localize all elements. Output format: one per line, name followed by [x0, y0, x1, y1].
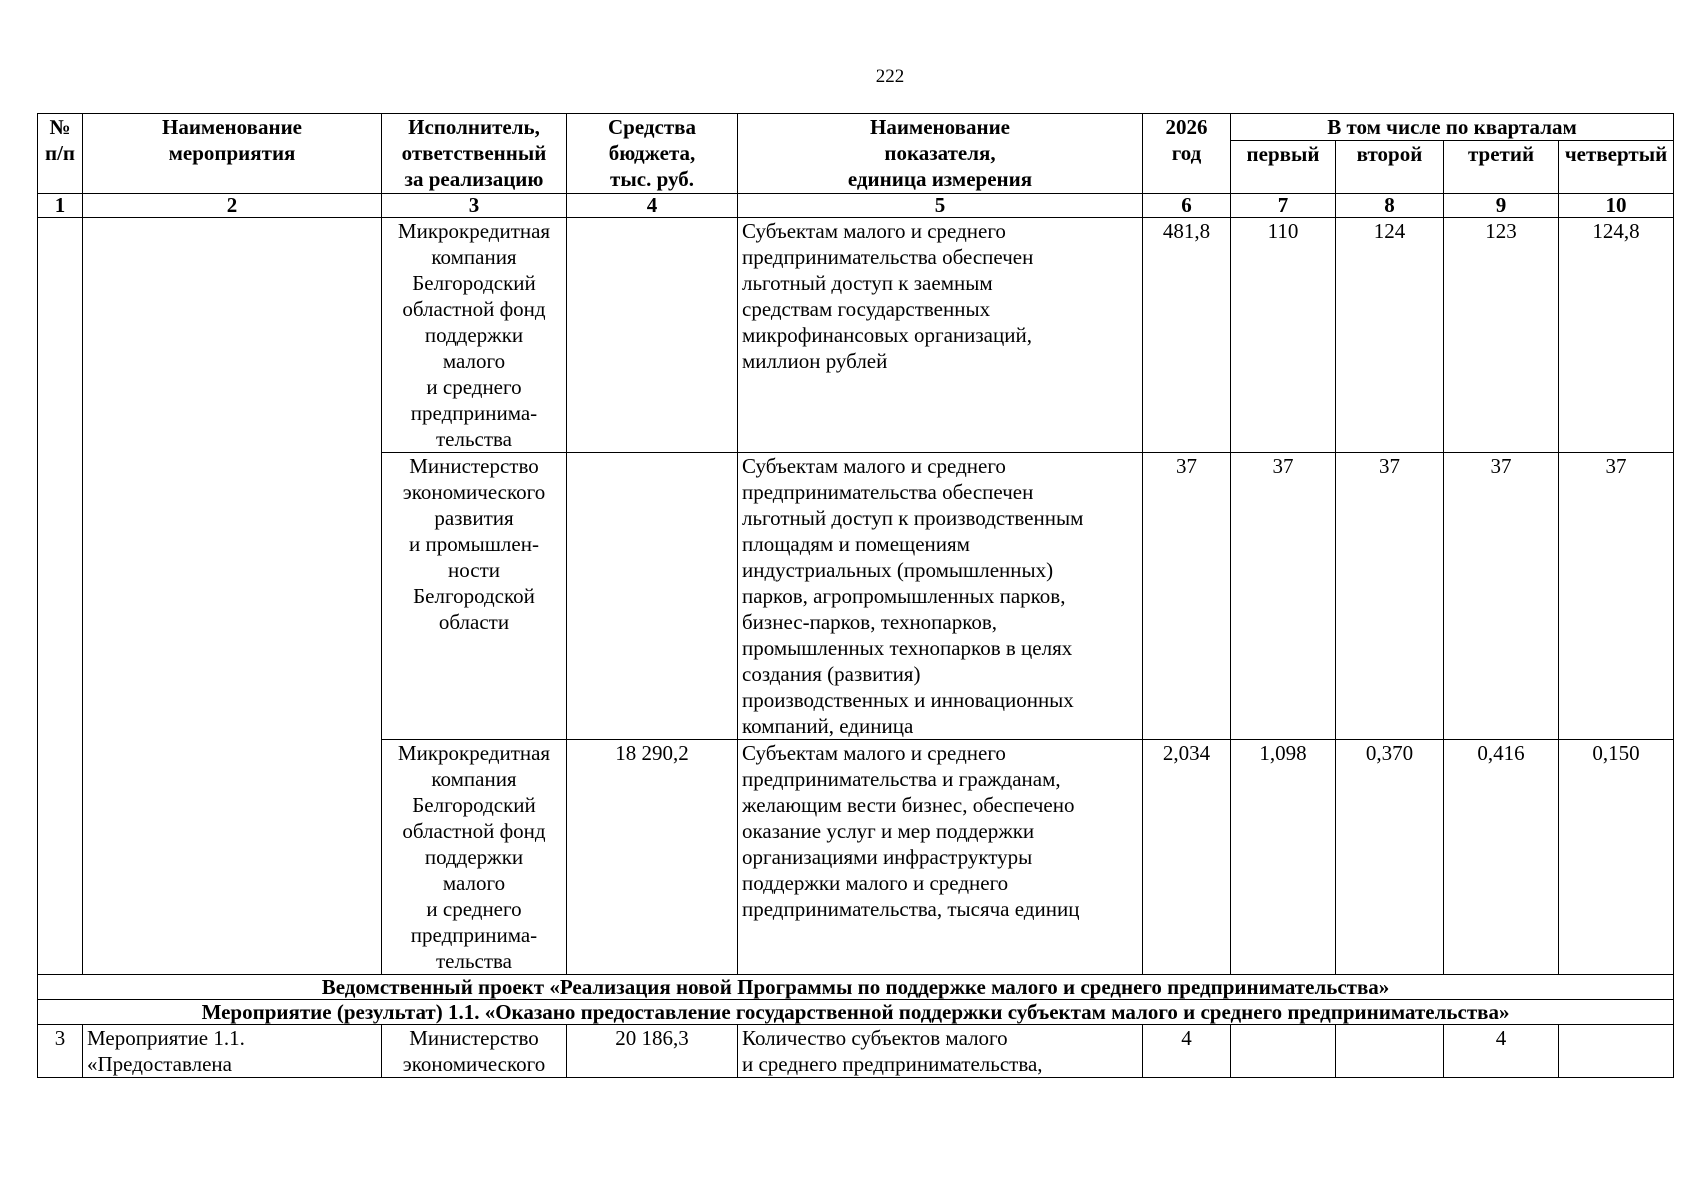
cell-q3: 0,416: [1444, 740, 1559, 975]
cell-budget: [567, 453, 738, 740]
colnum-8: 8: [1336, 194, 1444, 218]
header-executor: Исполнитель, ответственный за реализацию: [382, 114, 567, 194]
cell-q4: 37: [1559, 453, 1674, 740]
cell-q3: 37: [1444, 453, 1559, 740]
cell-q2: 0,370: [1336, 740, 1444, 975]
header-measure-name: Наименование мероприятия: [83, 114, 382, 194]
header-q3: третий: [1444, 141, 1559, 194]
cell-q1: 37: [1231, 453, 1336, 740]
cell-indicator: Количество субъектов малого и среднего предпринимательства,: [738, 1025, 1143, 1078]
header-q2: второй: [1336, 141, 1444, 194]
cell-year: 2,034: [1143, 740, 1231, 975]
cell-executor: Министерство экономического развития и промышлен- ности Белгородской области: [382, 453, 567, 740]
header-q4: четвертый: [1559, 141, 1674, 194]
cell-executor: Микрокредитная компания Белгородский областной фонд поддержки малого и среднего предпринима- тельства: [382, 740, 567, 975]
cell-budget: 18 290,2: [567, 740, 738, 975]
cell-indicator: Субъектам малого и среднего предпринимательства и гражданам, желающим вести бизнес, обеспечено оказание услуг и мер поддержки организациями инфраструктуры поддержки малого и среднего предпринимательства, тысяча единиц: [738, 740, 1143, 975]
header-budget: Средства бюджета, тыс. руб.: [567, 114, 738, 194]
cell-executor: Министерство экономического: [382, 1025, 567, 1078]
colnum-6: 6: [1143, 194, 1231, 218]
header-q1: первый: [1231, 141, 1336, 194]
cell-q1: 110: [1231, 218, 1336, 453]
cell-indicator: Субъектам малого и среднего предпринимательства обеспечен льготный доступ к заемным средствам государственных микрофинансовых организаций, миллион рублей: [738, 218, 1143, 453]
cell-q1: 1,098: [1231, 740, 1336, 975]
colnum-9: 9: [1444, 194, 1559, 218]
cell-q2: [1336, 1025, 1444, 1078]
cell-budget: 20 186,3: [567, 1025, 738, 1078]
page-number: 222: [875, 66, 905, 87]
colnum-5: 5: [738, 194, 1143, 218]
header-number: № п/п: [38, 114, 83, 194]
colnum-10: 10: [1559, 194, 1674, 218]
cell-q4: 0,150: [1559, 740, 1674, 975]
colnum-1: 1: [38, 194, 83, 218]
section-row: [38, 975, 1674, 1000]
cell-measure-name: Мероприятие 1.1. «Предоставлена: [83, 1025, 382, 1078]
cell-q4: 124,8: [1559, 218, 1674, 453]
cell-executor: Микрокредитная компания Белгородский областной фонд поддержки малого и среднего предпринима- тельства: [382, 218, 567, 453]
measures-table: [37, 113, 1674, 1078]
header-indicator: Наименование показателя, единица измерения: [738, 114, 1143, 194]
cell-q3: 123: [1444, 218, 1559, 453]
section-project-title: Ведомственный проект «Реализация новой Программы по поддержке малого и среднего предпринимательства»: [38, 975, 1674, 1000]
section-measure-title: Мероприятие (результат) 1.1. «Оказано предоставление государственной поддержки субъектам малого и среднего предпринимательства»: [38, 1000, 1674, 1025]
header-row-1: [38, 114, 1674, 141]
column-numbers-row: [38, 194, 1674, 218]
header-year: 2026 год: [1143, 114, 1231, 194]
colnum-2: 2: [83, 194, 382, 218]
colnum-4: 4: [567, 194, 738, 218]
cell-q1: [1231, 1025, 1336, 1078]
cell-year: 37: [1143, 453, 1231, 740]
colnum-7: 7: [1231, 194, 1336, 218]
cell-q2: 124: [1336, 218, 1444, 453]
table-row: [38, 218, 1674, 453]
cell-q4: [1559, 1025, 1674, 1078]
cell-q3: 4: [1444, 1025, 1559, 1078]
colnum-3: 3: [382, 194, 567, 218]
cell-number: 3: [38, 1025, 83, 1078]
cell-number-empty: [38, 218, 83, 975]
section-row: [38, 1000, 1674, 1025]
cell-indicator: Субъектам малого и среднего предпринимательства обеспечен льготный доступ к производственным площадям и помещениям индустриальных (промышленных) парков, агропромышленных парков, бизнес-парков, технопарков, промышленных технопарков в целях создания (развития) производственных и инновационных компаний, единица: [738, 453, 1143, 740]
cell-year: 481,8: [1143, 218, 1231, 453]
header-quarters-group: В том числе по кварталам: [1231, 114, 1674, 141]
cell-budget: [567, 218, 738, 453]
cell-measure-empty: [83, 218, 382, 975]
cell-year: 4: [1143, 1025, 1231, 1078]
table-row: [38, 1025, 1674, 1078]
cell-q2: 37: [1336, 453, 1444, 740]
